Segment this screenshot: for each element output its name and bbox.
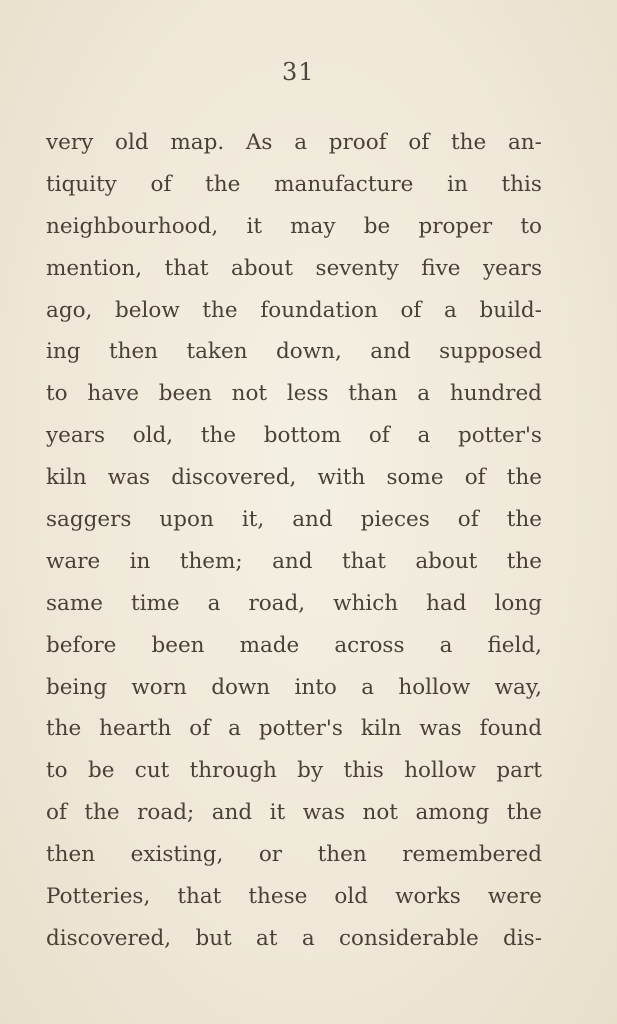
text-line: the hearth of a potter's kiln was found	[46, 716, 542, 742]
text-line: to have been not less than a hundred	[46, 381, 542, 407]
text-line: tiquity of the manufacture in this	[46, 171, 542, 197]
text-line: saggers upon it, and pieces of the	[46, 507, 542, 533]
text-line: then existing, or then remembered	[46, 842, 542, 868]
text-line: neighbourhood, it may be proper to	[46, 213, 542, 239]
text-line: ing then taken down, and supposed	[46, 339, 542, 365]
text-line: discovered, but at a considerable dis-	[46, 925, 542, 951]
text-line: very old map. As a proof of the an-	[46, 130, 542, 155]
body-text	[46, 122, 542, 960]
text-line: mention, that about seventy five years	[46, 255, 542, 281]
text-line: ware in them; and that about the	[46, 548, 542, 574]
text-line: of the road; and it was not among the	[46, 800, 542, 826]
page-number: 31	[282, 58, 315, 86]
text-line: kiln was discovered, with some of the	[46, 465, 542, 491]
text-line: same time a road, which had long	[46, 590, 542, 616]
text-line: before been made across a field,	[46, 632, 542, 658]
text-line: being worn down into a hollow way,	[46, 674, 542, 700]
text-line: Potteries, that these old works were	[46, 884, 542, 910]
text-line: to be cut through by this hollow part	[46, 758, 542, 784]
text-line: years old, the bottom of a potter's	[46, 423, 542, 449]
text-line: ago, below the foundation of a build-	[46, 297, 542, 323]
